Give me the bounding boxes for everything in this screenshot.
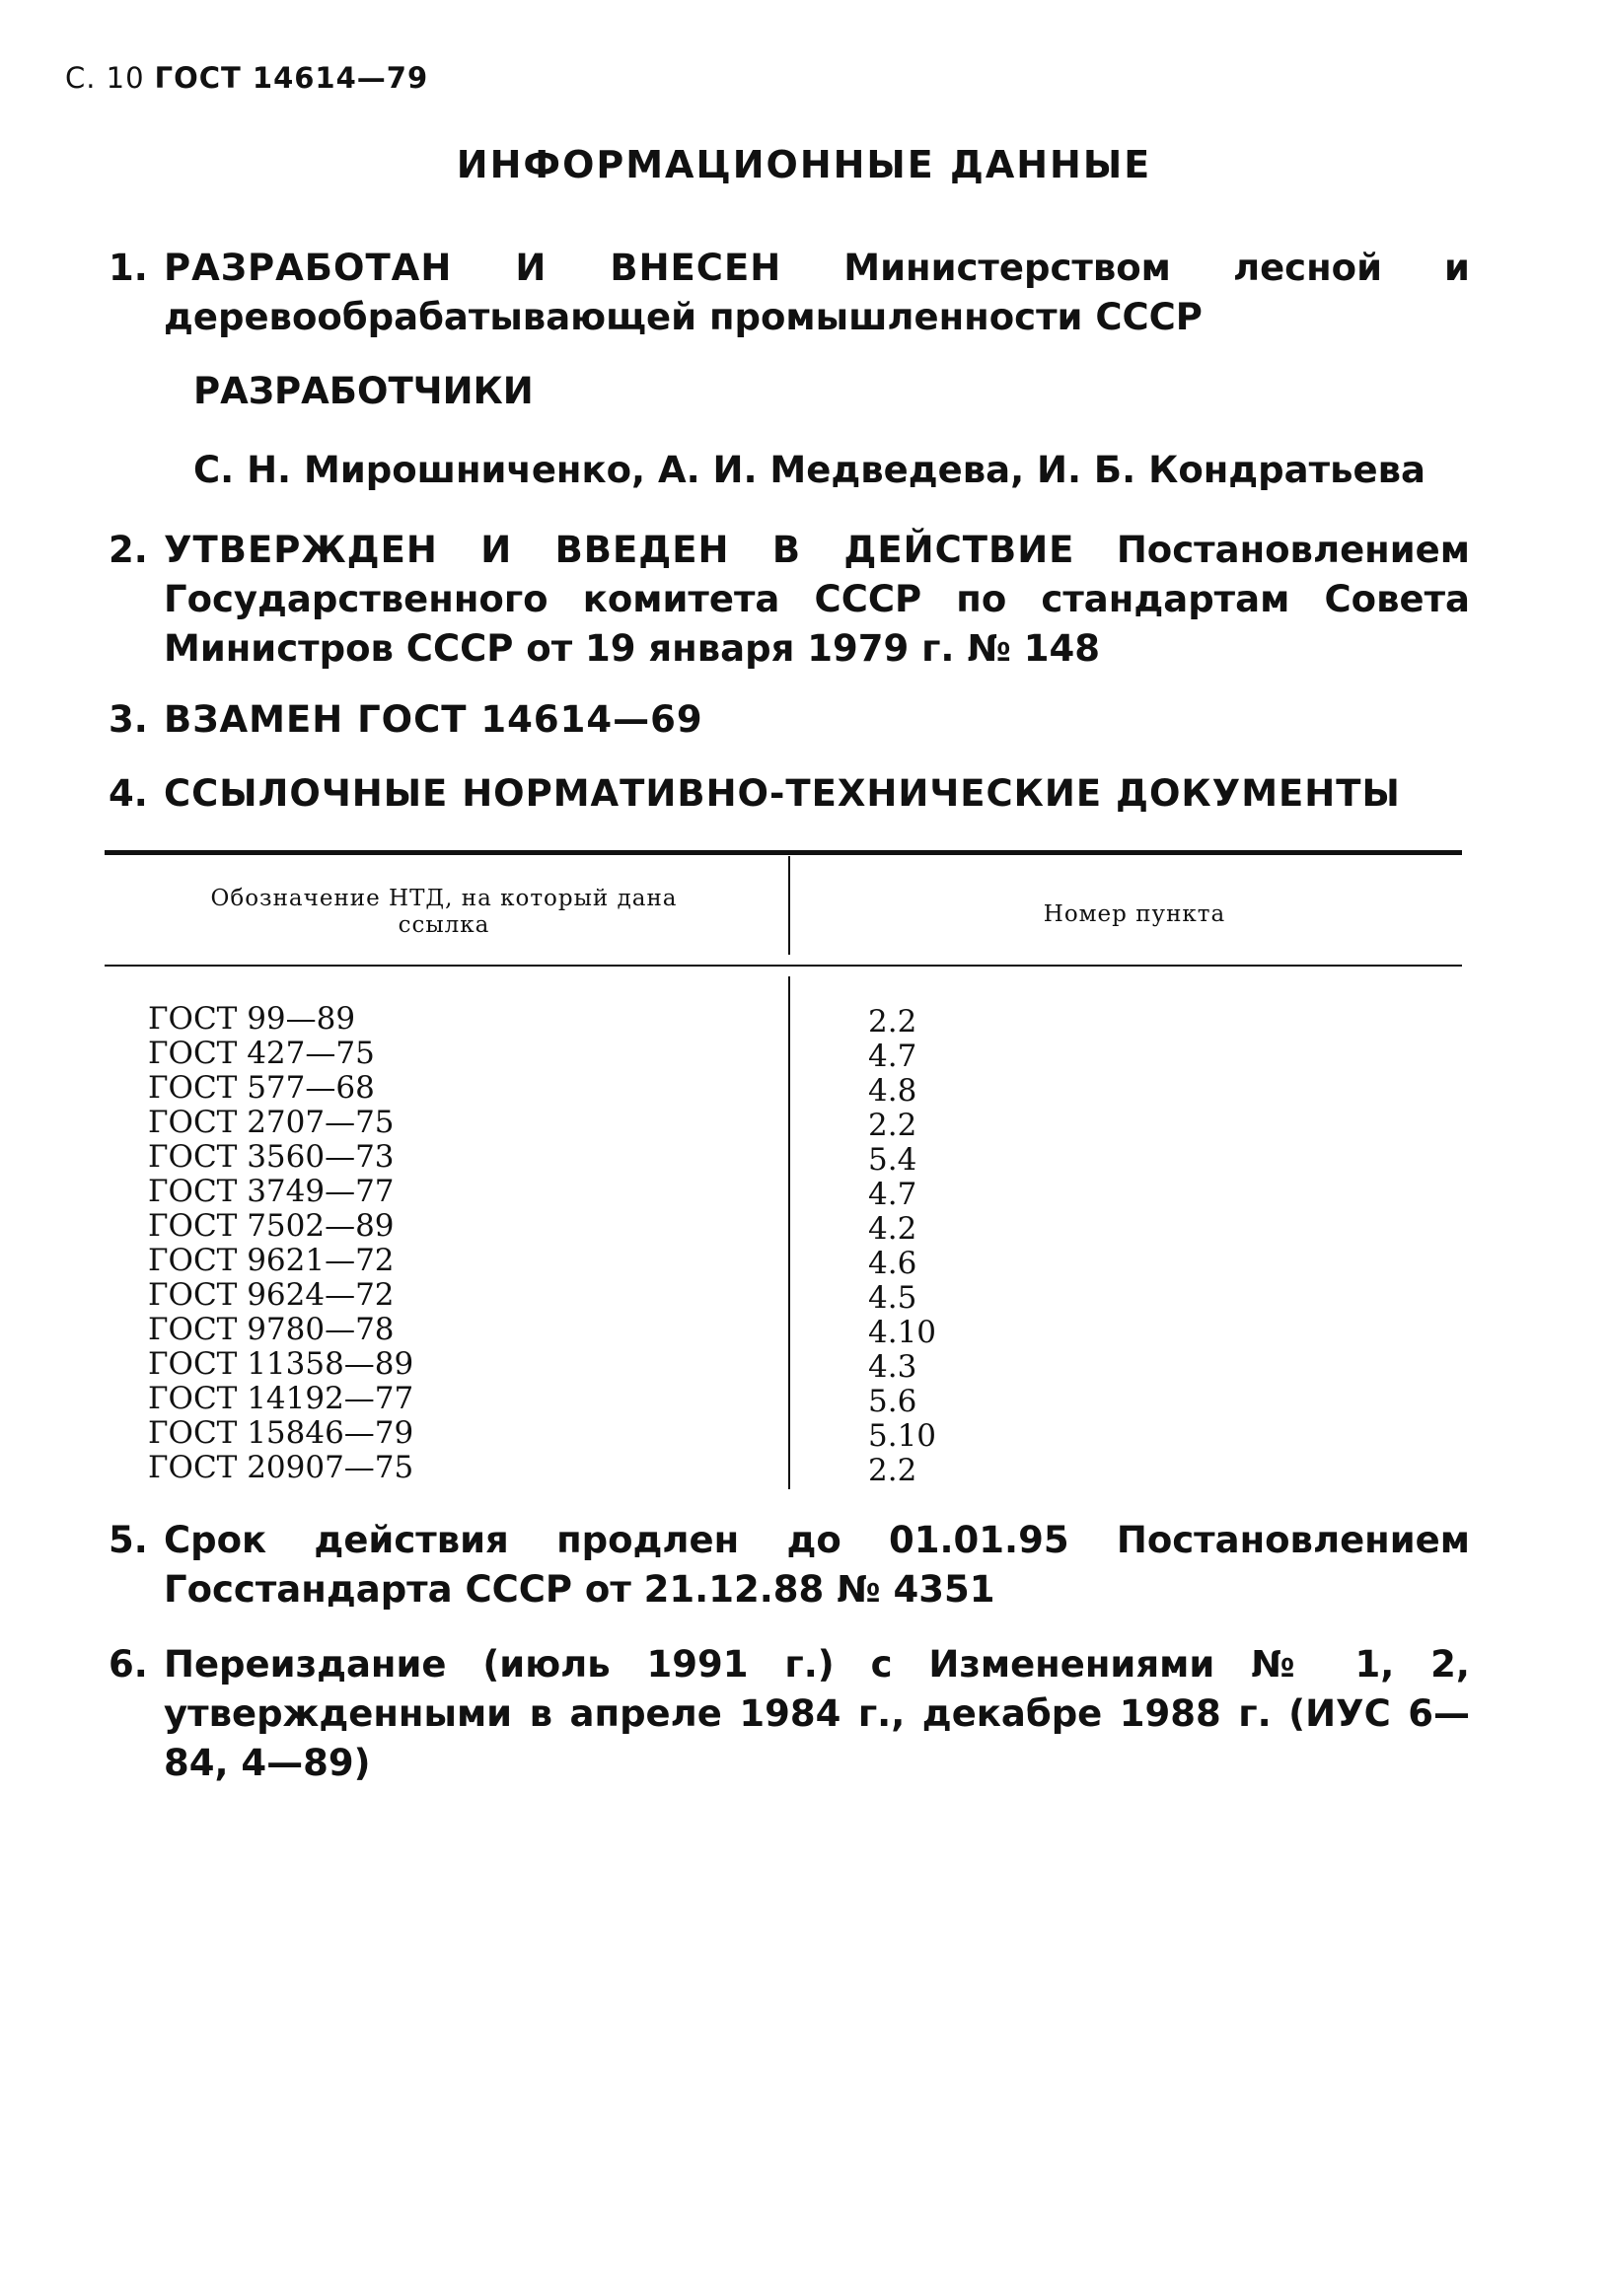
table-cell-document: ГОСТ 11358—89	[148, 1346, 414, 1382]
table-header-document: Обозначение НТД, на который дана ссылка	[210, 886, 678, 938]
table-cell-document: ГОСТ 577—68	[148, 1070, 375, 1106]
table-cell-clause: 4.10	[868, 1315, 937, 1350]
table-cell-document: ГОСТ 9780—78	[148, 1312, 395, 1347]
item-text: Срок действия продлен до 01.01.95 Постановлением Госстандарта СССР от 21.12.88 № 4351	[164, 1519, 1470, 1611]
table-header-divider	[788, 856, 790, 955]
item-body	[164, 244, 1470, 342]
table-cell-document: ГОСТ 427—75	[148, 1036, 375, 1071]
table-cell-document: ГОСТ 20907—75	[148, 1450, 414, 1485]
item-1	[109, 244, 1470, 342]
item-caps: УТВЕРЖДЕН И ВВЕДЕН В ДЕЙСТВИЕ	[164, 529, 1075, 571]
table-cell-document: ГОСТ 15846—79	[148, 1415, 414, 1451]
table-cell-clause: 4.7	[868, 1177, 917, 1212]
item-caps: ВЗАМЕН ГОСТ 14614—69	[164, 698, 703, 741]
standard-code: ГОСТ 14614—79	[154, 61, 429, 95]
table-cell-clause: 5.6	[868, 1384, 917, 1419]
page-title: ИНФОРМАЦИОННЫЕ ДАННЫЕ	[456, 143, 1152, 186]
table-header-clause: Номер пункта	[1043, 901, 1226, 927]
item-body	[164, 526, 1470, 674]
table-cell-clause: 4.5	[868, 1280, 917, 1316]
clause-column	[868, 1005, 936, 1488]
table-cell-clause: 4.6	[868, 1246, 917, 1281]
item-4	[109, 769, 1470, 819]
table-cell-document: ГОСТ 99—89	[148, 1001, 356, 1037]
table-cell-document: ГОСТ 9621—72	[148, 1243, 395, 1278]
item-number: 6.	[109, 1643, 148, 1686]
item-2	[109, 526, 1470, 674]
item-body	[164, 695, 1470, 745]
item-number: 1.	[109, 247, 148, 289]
table-cell-clause: 4.3	[868, 1349, 917, 1385]
item-caps: ССЫЛОЧНЫЕ НОРМАТИВНО-ТЕХНИЧЕСКИЕ ДОКУМЕНТЫ	[164, 772, 1401, 815]
item-number: 3.	[109, 698, 148, 741]
item-number: 2.	[109, 529, 148, 571]
item-text: Министерством лесной и деревообрабатывающей промышленности СССР	[164, 247, 1470, 338]
item-body	[164, 1640, 1470, 1788]
table-cell-clause: 2.2	[868, 1108, 917, 1143]
developers-names: С. Н. Мирошниченко, А. И. Медведева, И. Б. Кондратьева	[193, 449, 1425, 491]
page-header	[65, 61, 428, 95]
table-column-divider	[788, 976, 790, 1489]
item-6	[109, 1640, 1470, 1788]
table-cell-clause: 5.4	[868, 1142, 917, 1178]
item-number: 5.	[109, 1519, 148, 1561]
table-cell-clause: 4.7	[868, 1039, 917, 1074]
table-cell-clause: 2.2	[868, 1453, 917, 1488]
item-text: Переиздание (июль 1991 г.) с Изменениями № 1, 2, утвержденными в апреле 1984 г., декабре 1988 г. (ИУС 6—84, 4—89)	[164, 1643, 1470, 1784]
item-caps: РАЗРАБОТАН И ВНЕСЕН	[164, 247, 782, 289]
table-cell-document: ГОСТ 2707—75	[148, 1105, 395, 1140]
table-cell-document: ГОСТ 9624—72	[148, 1277, 395, 1313]
table-cell-clause: 4.2	[868, 1211, 917, 1247]
item-body	[164, 769, 1470, 819]
item-number: 4.	[109, 772, 148, 815]
table-cell-clause: 5.10	[868, 1418, 937, 1454]
document-column	[148, 1002, 413, 1485]
item-3	[109, 695, 1470, 745]
table-cell-document: ГОСТ 3560—73	[148, 1139, 395, 1175]
table-header-rule	[105, 965, 1462, 967]
table-cell-clause: 4.8	[868, 1073, 917, 1109]
table-cell-clause: 2.2	[868, 1004, 917, 1040]
item-5	[109, 1516, 1470, 1614]
developers-heading: РАЗРАБОТЧИКИ	[193, 370, 534, 412]
table-cell-document: ГОСТ 7502—89	[148, 1208, 395, 1244]
page-number: С. 10	[65, 61, 145, 95]
table-cell-document: ГОСТ 14192—77	[148, 1381, 414, 1416]
table-top-rule	[105, 850, 1462, 855]
table-cell-document: ГОСТ 3749—77	[148, 1174, 395, 1209]
item-text: Постановлением Государственного комитета СССР по стандартам Совета Министров СССР от 19 января 1979 г. № 148	[164, 529, 1470, 670]
item-body	[164, 1516, 1470, 1614]
